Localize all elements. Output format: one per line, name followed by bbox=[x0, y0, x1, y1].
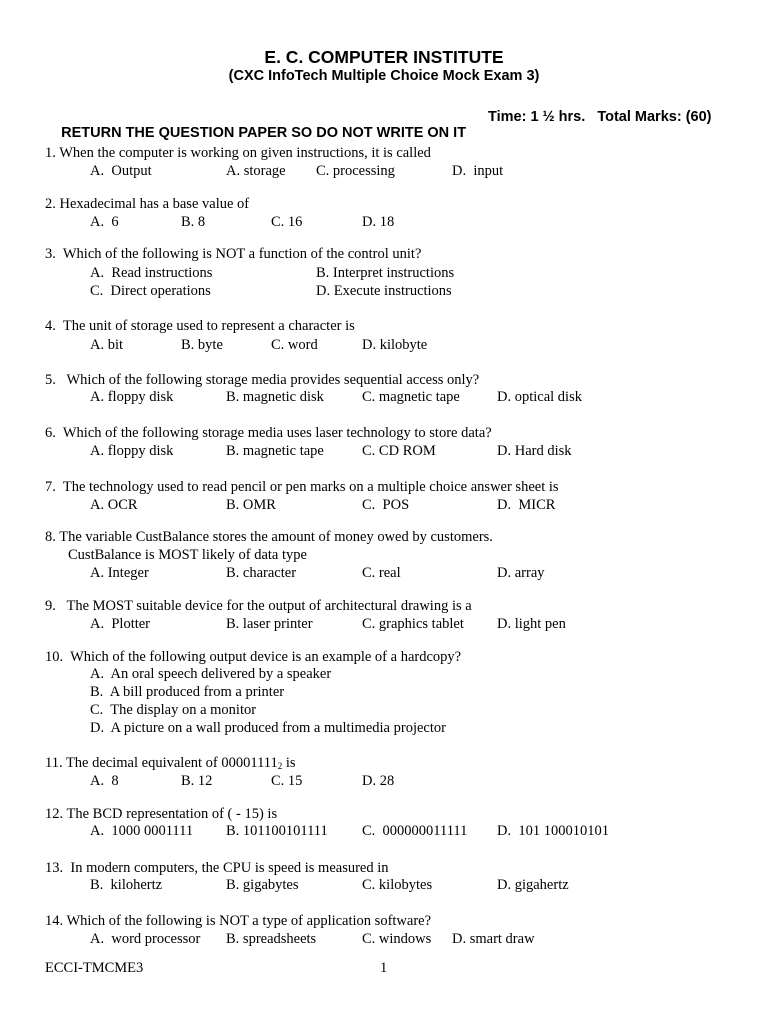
option-d: D. 101 100010101 bbox=[497, 823, 609, 839]
option-b: B. magnetic disk bbox=[226, 389, 324, 405]
exam-subtitle: (CXC InfoTech Multiple Choice Mock Exam 3) bbox=[228, 68, 540, 84]
question-stem: 2. Hexadecimal has a base value of bbox=[45, 196, 250, 212]
option-a: A. 1000 0001111 bbox=[90, 823, 194, 839]
question-stem-continued: CustBalance is MOST likely of data type bbox=[68, 547, 307, 563]
option-d: D. MICR bbox=[497, 497, 556, 513]
option-a: A. 6 bbox=[90, 214, 119, 230]
option-b: A. storage bbox=[226, 163, 286, 179]
page-number: 1 bbox=[380, 960, 388, 976]
option-a: A. Plotter bbox=[90, 616, 151, 632]
question-stem: 9. The MOST suitable device for the output of architectural drawing is a bbox=[45, 598, 472, 614]
option-b: B. Interpret instructions bbox=[316, 265, 455, 281]
question-stem: 12. The BCD representation of ( - 15) is bbox=[45, 806, 278, 822]
institute-title: E. C. COMPUTER INSTITUTE bbox=[264, 47, 504, 67]
option-d: D. Execute instructions bbox=[316, 283, 452, 299]
option-d: D. 28 bbox=[362, 773, 395, 789]
option-d: D. A picture on a wall produced from a multimedia projector bbox=[90, 720, 446, 736]
question-stem: 6. Which of the following storage media uses laser technology to store data? bbox=[45, 425, 492, 441]
option-a: A. bit bbox=[90, 337, 124, 353]
question-stem: 13. In modern computers, the CPU is speed is measured in bbox=[45, 860, 389, 876]
option-b: B. character bbox=[226, 565, 297, 581]
question-stem: 5. Which of the following storage media provides sequential access only? bbox=[45, 372, 480, 388]
option-d: D. 18 bbox=[362, 214, 395, 230]
question-stem: 1. When the computer is working on given instructions, it is called bbox=[45, 145, 431, 161]
time-and-marks: Time: 1 ½ hrs. Total Marks: (60) bbox=[488, 109, 712, 125]
option-a: A. Output bbox=[90, 163, 152, 179]
question-stem-end: is bbox=[282, 755, 296, 771]
option-b: B. gigabytes bbox=[226, 877, 299, 893]
option-d: D. smart draw bbox=[452, 931, 535, 947]
option-a: A. 8 bbox=[90, 773, 119, 789]
option-d: D. gigahertz bbox=[497, 877, 569, 893]
question-stem: 14. Which of the following is NOT a type of application software? bbox=[45, 913, 432, 929]
question-stem: 8. The variable CustBalance stores the amount of money owed by customers. bbox=[45, 529, 493, 545]
question-stem: 10. Which of the following output device is an example of a hardcopy? bbox=[45, 649, 462, 665]
option-a: A. OCR bbox=[90, 497, 138, 513]
option-d: D. kilobyte bbox=[362, 337, 428, 353]
option-c: C. The display on a monitor bbox=[90, 702, 257, 718]
option-b: B. magnetic tape bbox=[226, 443, 324, 459]
option-c: C. real bbox=[362, 565, 401, 581]
question-stem bbox=[45, 755, 296, 775]
option-d: D. optical disk bbox=[497, 389, 582, 405]
instruction-text: RETURN THE QUESTION PAPER SO DO NOT WRITE ON IT bbox=[61, 125, 467, 141]
option-c: C. graphics tablet bbox=[362, 616, 464, 632]
question-stem: 3. Which of the following is NOT a function of the control unit? bbox=[45, 246, 422, 262]
base-subscript: 2 bbox=[277, 761, 283, 771]
option-a: A. word processor bbox=[90, 931, 201, 947]
option-b: B. 101100101111 bbox=[226, 823, 328, 839]
option-c: C. Direct operations bbox=[90, 283, 211, 299]
option-d: D. array bbox=[497, 565, 545, 581]
option-d: D. Hard disk bbox=[497, 443, 572, 459]
option-c: C. 000000011111 bbox=[362, 823, 468, 839]
document-code: ECCI-TMCME3 bbox=[45, 960, 144, 976]
option-a: A. floppy disk bbox=[90, 443, 174, 459]
option-a: A. An oral speech delivered by a speaker bbox=[90, 666, 332, 682]
option-d: D. light pen bbox=[497, 616, 566, 632]
option-b: B. byte bbox=[181, 337, 223, 353]
option-c: C. windows bbox=[362, 931, 432, 947]
option-c: C. word bbox=[271, 337, 318, 353]
option-b: B. 8 bbox=[181, 214, 206, 230]
option-d: D. input bbox=[452, 163, 504, 179]
option-b: B. laser printer bbox=[226, 616, 313, 632]
question-stem: 4. The unit of storage used to represent a character is bbox=[45, 318, 355, 334]
option-b: B. A bill produced from a printer bbox=[90, 684, 285, 700]
option-c: C. magnetic tape bbox=[362, 389, 460, 405]
question-stem-text: 11. The decimal equivalent of 00001111 bbox=[45, 755, 278, 771]
option-b: B. spreadsheets bbox=[226, 931, 317, 947]
option-c: C. processing bbox=[316, 163, 395, 179]
option-c: C. kilobytes bbox=[362, 877, 433, 893]
option-c: C. 15 bbox=[271, 773, 303, 789]
option-c: C. CD ROM bbox=[362, 443, 436, 459]
option-c: C. POS bbox=[362, 497, 410, 513]
option-b: B. OMR bbox=[226, 497, 276, 513]
option-a: B. kilohertz bbox=[90, 877, 163, 893]
option-a: A. floppy disk bbox=[90, 389, 174, 405]
option-b: B. 12 bbox=[181, 773, 213, 789]
question-stem: 7. The technology used to read pencil or pen marks on a multiple choice answer sheet is bbox=[45, 479, 559, 495]
option-c: C. 16 bbox=[271, 214, 303, 230]
option-a: A. Read instructions bbox=[90, 265, 213, 281]
option-a: A. Integer bbox=[90, 565, 149, 581]
